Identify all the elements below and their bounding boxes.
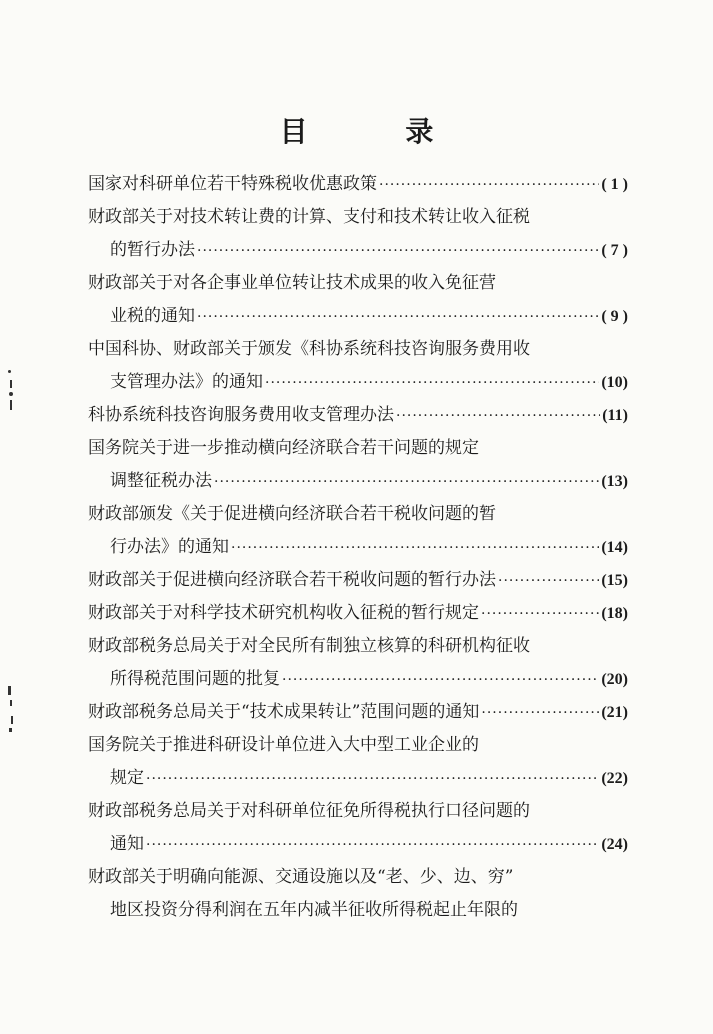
toc-entry-text: 财政部关于促进横向经济联合若干税收问题的暂行办法 (88, 570, 496, 590)
toc-entry-line (88, 432, 628, 465)
toc-entry-text: 科协系统科技咨询服务费用收支管理办法 (88, 405, 394, 425)
toc-entry-line (88, 861, 628, 894)
dot-leader (231, 532, 599, 565)
dot-leader (498, 565, 599, 598)
toc-entry-line (88, 498, 628, 531)
toc-entry-text: 财政部税务总局关于对全民所有制独立核算的科研机构征收 (88, 636, 530, 656)
toc-entry (88, 861, 628, 927)
page-number: (20) (601, 671, 628, 688)
toc-entry-text: 行办法》的通知 (110, 537, 229, 557)
toc-entry (88, 630, 628, 696)
toc-entry-line (88, 399, 628, 432)
toc-entry (88, 564, 628, 597)
toc-entry-line (88, 168, 628, 201)
toc-entry-text: 财政部税务总局关于对科研单位征免所得税执行口径问题的 (88, 801, 530, 821)
page-number: ( 9 ) (601, 308, 628, 325)
toc-entry-text: 调整征税办法 (110, 471, 212, 491)
toc-entry-text: 所得税范围问题的批复 (110, 669, 280, 689)
dot-leader (396, 400, 600, 433)
toc-entry-text: 业税的通知 (110, 306, 195, 326)
dot-leader (214, 466, 599, 499)
toc-entry-text: 国家对科研单位若干特殊税收优惠政策 (88, 174, 377, 194)
toc-entry (88, 201, 628, 267)
toc-entry (88, 333, 628, 399)
dot-leader (197, 235, 599, 268)
toc-entry (88, 729, 628, 795)
toc-entry-text: 的暂行办法 (110, 240, 195, 260)
page-number: (10) (601, 374, 628, 391)
page-number: (15) (601, 572, 628, 589)
toc-entry-continuation (88, 234, 628, 267)
dot-leader (146, 829, 599, 862)
toc-entry-continuation (88, 663, 628, 696)
toc-entry-continuation (88, 465, 628, 498)
toc-entry-continuation (88, 828, 628, 861)
page-number: (11) (602, 407, 628, 424)
toc-entry-continuation (88, 300, 628, 333)
toc-entry-text: 财政部税务总局关于“技术成果转让”范围问题的通知 (88, 702, 480, 722)
dot-leader (197, 301, 599, 334)
toc-entry (88, 696, 628, 729)
toc-entry-text: 规定 (110, 768, 144, 788)
dot-leader (379, 169, 599, 202)
toc-entry (88, 498, 628, 564)
page-number: (24) (601, 836, 628, 853)
page-number: ( 7 ) (601, 242, 628, 259)
toc-entry-line (88, 564, 628, 597)
toc-entry (88, 399, 628, 432)
toc-entry-text: 国务院关于进一步推动横向经济联合若干问题的规定 (88, 438, 479, 458)
toc-entry-continuation (88, 762, 628, 795)
dot-leader (481, 697, 599, 730)
toc-entry-text: 通知 (110, 834, 144, 854)
toc-entry-line (88, 597, 628, 630)
toc-entry (88, 795, 628, 861)
toc-entry-text: 财政部关于对各企事业单位转让技术成果的收入免征营 (88, 273, 496, 293)
toc-entry-line (88, 267, 628, 300)
toc-entry-line (88, 795, 628, 828)
toc-entry-line (88, 729, 628, 762)
page-number: (18) (601, 605, 628, 622)
table-of-contents (88, 168, 628, 927)
toc-entry (88, 432, 628, 498)
toc-entry-text: 财政部关于对科学技术研究机构收入征税的暂行规定 (88, 603, 479, 623)
page-number: (22) (601, 770, 628, 787)
toc-entry-text: 财政部颁发《关于促进横向经济联合若干税收问题的暂 (88, 504, 496, 524)
toc-entry-continuation (88, 894, 628, 927)
toc-entry-line (88, 201, 628, 234)
page-number: (14) (601, 539, 628, 556)
toc-entry (88, 597, 628, 630)
page-number: ( 1 ) (601, 176, 628, 193)
toc-entry-text: 财政部关于对技术转让费的计算、支付和技术转让收入征税 (88, 207, 530, 227)
page-number: (13) (601, 473, 628, 490)
page-title: 目 录 (279, 115, 478, 148)
dot-leader (481, 598, 599, 631)
toc-entry-text: 财政部关于明确向能源、交通设施以及“老、少、边、穷” (88, 867, 514, 887)
dot-leader (282, 664, 599, 697)
toc-entry-text: 支管理办法》的通知 (110, 372, 263, 392)
dot-leader (146, 763, 599, 796)
toc-entry-continuation (88, 366, 628, 399)
toc-entry-text: 地区投资分得利润在五年内减半征收所得税起止年限的 (110, 900, 518, 920)
toc-entry-text: 国务院关于推进科研设计单位进入大中型工业企业的 (88, 735, 479, 755)
toc-entry (88, 267, 628, 333)
page-number: (21) (601, 704, 628, 721)
toc-entry-line (88, 696, 628, 729)
toc-entry (88, 168, 628, 201)
toc-entry-continuation (88, 531, 628, 564)
dot-leader (265, 367, 599, 400)
toc-entry-line (88, 333, 628, 366)
toc-entry-text: 中国科协、财政部关于颁发《科协系统科技咨询服务费用收 (88, 339, 530, 359)
toc-entry-line (88, 630, 628, 663)
